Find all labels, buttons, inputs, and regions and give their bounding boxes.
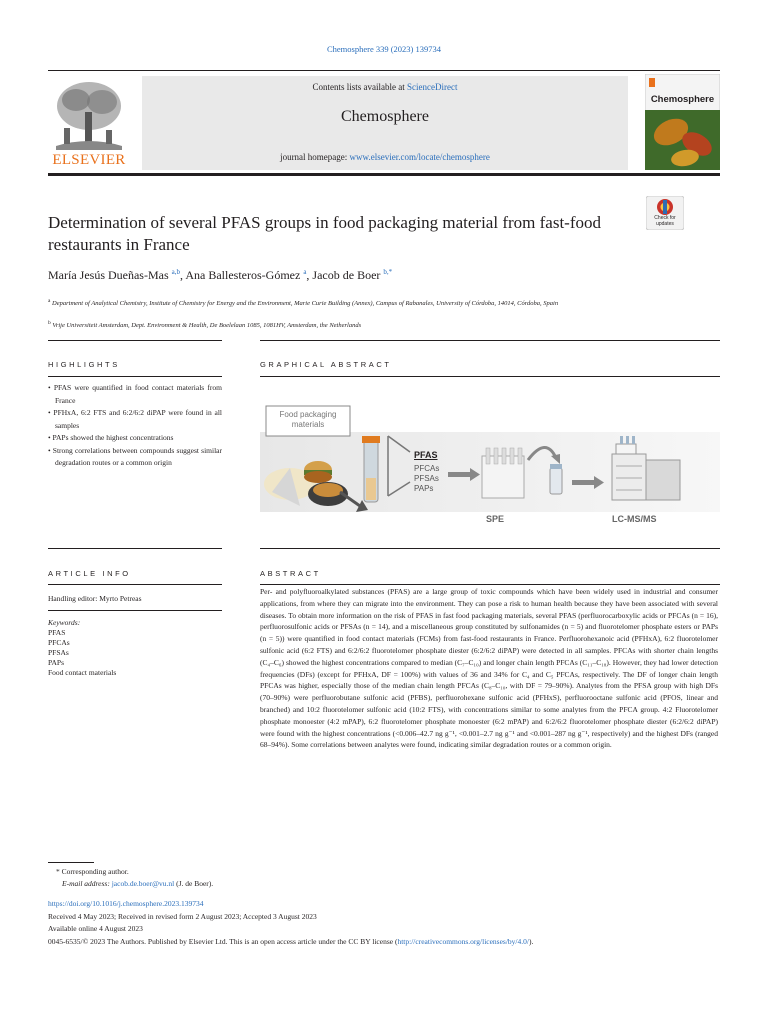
email-line [62, 878, 213, 889]
article-info-heading-rule [48, 584, 222, 585]
license-suffix: ). [528, 937, 534, 946]
cover-image-icon [645, 74, 720, 170]
abstract-heading-rule [260, 584, 720, 585]
journal-citation[interactable]: Chemosphere 339 (2023) 139734 [326, 44, 442, 54]
elsevier-logo[interactable] [48, 76, 130, 168]
keywords-label: Keywords: [48, 618, 81, 627]
highlight-item: • PAPs showed the highest concentrations [48, 433, 174, 442]
affiliation-b [48, 318, 628, 331]
check-for-updates-badge[interactable] [646, 196, 684, 230]
cover-title: Chemosphere [650, 94, 715, 105]
highlights-heading: HIGHLIGHTS [48, 360, 120, 369]
journal-cover[interactable] [645, 74, 720, 170]
license-prefix: 0045-6535/© 2023 The Authors. Published by Elsevier Ltd. This is an open access article under the CC BY license ( [48, 937, 398, 946]
footnote-rule [48, 862, 94, 863]
pfas-label: PFAS [414, 450, 438, 460]
author-affiliation-mark[interactable]: a,b [171, 268, 180, 276]
handling-editor-rule [48, 610, 222, 611]
food-packaging-label-line-1: Food packaging [279, 410, 337, 419]
highlight-item: • PFHxA, 6:2 FTS and 6:2/6:2 diPAP were found in all samples [48, 408, 222, 430]
article-title: Determination of several PFAS groups in food packaging material from fast-food restaurants in France [48, 213, 601, 254]
author-name[interactable]: Jacob de Boer [312, 268, 381, 282]
email-link[interactable]: jacob.de.boer@vu.nl [111, 879, 175, 888]
journal-header-box [142, 76, 628, 170]
abstract-heading: ABSTRACT [260, 569, 321, 578]
keyword: PAPs [48, 658, 64, 667]
journal-title: Chemosphere [341, 108, 429, 125]
author-list [48, 268, 392, 283]
email-suffix: (J. de Boer). [174, 879, 214, 888]
author-separator: , [306, 268, 313, 282]
author-name[interactable]: Ana Ballesteros-Gómez [185, 268, 301, 282]
homepage-link[interactable]: www.elsevier.com/locate/chemosphere [349, 152, 490, 162]
keyword: PFSAs [48, 648, 69, 657]
pfas-group: PAPs [414, 484, 434, 493]
corresponding-author-note: * Corresponding author. [56, 867, 129, 876]
affiliation-text: Department of Analytical Chemistry, Institute of Chemistry for Energy and the Environment, Marie Curie Building (Annex), Campus of Rabanales, University of Córdoba, 14014, Córdoba, Spain [52, 300, 559, 308]
affiliation-mark: b [48, 320, 51, 326]
graphical-abstract-heading-rule [260, 376, 720, 377]
affiliation-a [48, 296, 628, 309]
received-dates: Received 4 May 2023; Received in revised form 2 August 2023; Accepted 3 August 2023 [48, 912, 317, 921]
lcms-label: LC-MS/MS [612, 514, 657, 524]
spe-label: SPE [486, 514, 505, 524]
sciencedirect-link[interactable]: ScienceDirect [407, 82, 458, 92]
keyword: PFAS [48, 628, 66, 637]
author-affiliation-mark[interactable]: a [303, 268, 307, 276]
license-link[interactable]: http://creativecommons.org/licenses/by/4.0/ [397, 937, 529, 946]
affiliation-text: Vrije Universiteit Amsterdam, Dept. Environment & Health, De Boelelaan 1085, 1081HV, Amsterdam, the Netherlands [52, 322, 362, 330]
contents-prefix: Contents lists available at [312, 82, 407, 92]
license-line [48, 936, 728, 947]
abstract-text: Per- and polyfluoroalkylated substances (PFAS) are a large group of toxic compounds which have been widely used in industrial and consumer applications, from where they can migrate into the environment. They can pose a risk to human health because they have been associated with several diseases. To obtain more information on the risk of PFAS in fast food packaging materials, several PFAS (perfluorocarboxylic acids or PFCAs (n = 16), perfluorosulfonic acids or PFSAs (n = 14), and a miscellaneous group constituted by sulfonamides (n = 5) and fluorotelomer phosphate esters or PAPs (n = 5)) were quantified in food contact materials (FCMs) from fast-food restaurants in France. Perfluorohexanoic acid (PFHxA), 6:2 fluorotelomer sulfonic acid (6:2 FTS) and 6:2/6:2 fluorotelomer phosphate diester (6:2/6:2 diPAP) were detected in all samples. PFCAs with shorter chain lengths (C₄–C₆) showed the highest concentrations compared to median (C₇–C₁₀) and longer chain length PFCAs (C₁₁–C₁₈). However, they had lower detection frequencies (DFs) (except for PFHxA, DF = 100%) with values of 36 and 34% for C₄ and C₅ PFCAs, respectively. The DF of longer chain length PFCAs was higher, especially those of the median chain length PFCAs (C₈–C₁₀, with DF = 79–90%). Analytes from the PFSA group with high DFs (70–90%) were perfluorobutane sulfonic acid (PFBS), perfluorohexane sulfonic acid (PFHxS), perfluorooctane sulfonic acid (PFOS, linear and branched) and 10:2 fluorotelomer sulfonic acid (10:2 FTS), with concentrations similar to some analytes from the PFCA group. 4:2 Fluorotelomer phosphate monoester (4:2 mPAP), 6:2 fluorotelomer phosphate monoester (6:2 mPAP) and 6:2/6:2 fluorotelomer phosphate diester (6:2/6:2 diPAP) were found with the highest concentrations (<0.006–42.7 ng g⁻¹, <0.001–2.7 ng g⁻¹ and <0.001–287 ng g⁻¹, respectively) and the highest DFs (ranged 68–94%). Some correlations between analytes were found, indicating similar degradation routes or a common origin. [260, 587, 718, 750]
highlight-item: • Strong correlations between compounds suggest similar degradation routes or a common origin [48, 445, 222, 467]
highlights-heading-rule [48, 376, 222, 377]
homepage-prefix: journal homepage: [280, 152, 350, 162]
email-label: E-mail address: [62, 879, 112, 888]
author-affiliation-mark[interactable]: b,* [383, 268, 393, 276]
graphical-abstract-heading: GRAPHICAL ABSTRACT [260, 360, 392, 369]
keyword: Food contact materials [48, 668, 117, 677]
graphical-abstract-top-rule [260, 340, 720, 341]
doi-link[interactable] [48, 898, 203, 909]
keywords-list [48, 628, 238, 678]
highlight-item: • PFAS were quantified in food contact materials from France [48, 383, 222, 405]
highlights-list [48, 382, 222, 470]
homepage-line [142, 152, 628, 162]
header-bottom-rule [48, 173, 720, 176]
food-packaging-label [266, 410, 350, 430]
available-online: Available online 4 August 2023 [48, 924, 143, 933]
article-info-heading: ARTICLE INFO [48, 569, 131, 578]
crossmark-text-line-1: Check for [654, 215, 676, 221]
crossmark-text-line-2: updates [656, 220, 674, 227]
article-info-top-rule [48, 548, 222, 549]
contents-line [142, 82, 628, 92]
keyword: PFCAs [48, 638, 70, 647]
header-top-rule [48, 70, 720, 71]
affiliation-mark: a [48, 298, 51, 304]
author-separator: , [180, 268, 186, 282]
highlights-top-rule [48, 340, 222, 341]
pfas-group: PFCAs [414, 464, 440, 473]
abstract-top-rule [260, 548, 720, 549]
crossmark-label [646, 216, 684, 227]
graphical-abstract-figure[interactable] [260, 396, 720, 538]
doi-url[interactable]: https://doi.org/10.1016/j.chemosphere.2023.139734 [48, 899, 204, 908]
food-packaging-label-line-2: materials [291, 420, 325, 429]
elsevier-wordmark: ELSEVIER [52, 152, 126, 168]
pfas-groups [414, 464, 439, 494]
author-name[interactable]: María Jesús Dueñas-Mas [48, 268, 169, 282]
pfas-group: PFSAs [414, 474, 439, 483]
handling-editor: Handling editor: Myrto Petreas [48, 594, 142, 603]
